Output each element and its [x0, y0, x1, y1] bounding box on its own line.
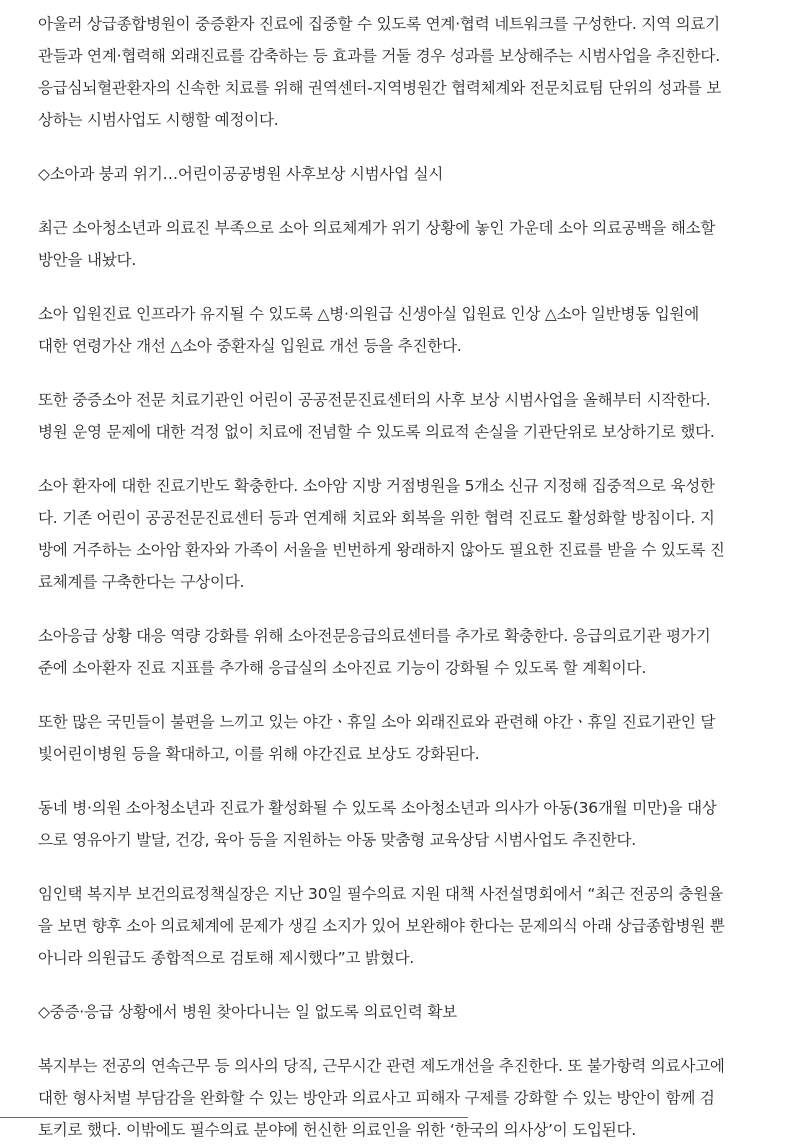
text-line: 으로 영유아기 발달, 건강, 육아 등을 지원하는 아동 맞춤형 교육상담 시범사업도 추진한다.	[38, 831, 637, 849]
text-line: 준에 소아환자 진료 지표를 추가해 응급실의 소아진료 기능이 강화될 수 있도록 할 계획이다.	[38, 659, 647, 677]
text-line: 아울러 상급종합병원이 중증환자 진료에 집중할 수 있도록 연계·협력 네트워크를 구성한다. 지역 의료기	[38, 15, 720, 33]
footer-divider	[0, 1117, 468, 1118]
paragraph-pediatric-shortage	[38, 212, 764, 276]
text-line: 관들과 연계·협력해 외래진료를 감축하는 등 효과를 거둘 경우 성과를 보상해주는 시범사업을 추진한다.	[38, 47, 720, 65]
paragraph-quote	[38, 878, 764, 974]
text-line: 응급심뇌혈관환자의 신속한 치료를 위해 권역센터-지역병원간 협력체계와 전문치료팀 단위의 성과를 보	[38, 79, 722, 97]
paragraph-cancer-base	[38, 470, 764, 598]
paragraph-workforce	[38, 1050, 764, 1146]
text-line: 병원 운영 문제에 대한 걱정 없이 치료에 전념할 수 있도록 의료적 손실을 기관단위로 보상하기로 했다.	[38, 423, 715, 441]
paragraph-emergency-center	[38, 620, 764, 684]
text-line: 소아응급 상황 대응 역량 강화를 위해 소아전문응급의료센터를 추가로 확충한다. 응급의료기관 평가기	[38, 627, 711, 645]
paragraph-night-clinic	[38, 706, 764, 770]
text-line: 아니라 의원급도 종합적으로 검토해 제시했다”고 밝혔다.	[38, 949, 414, 967]
text-line: 또한 많은 국민들이 불편을 느끼고 있는 야간ㆍ휴일 소아 외래진료와 관련해 야간ㆍ휴일 진료기관인 달	[38, 713, 716, 731]
article-body	[38, 8, 764, 1146]
text-line: 빛어린이병원 등을 확대하고, 이를 위해 야간진료 보상도 강화된다.	[38, 745, 480, 763]
section-heading-emergency: ◇중증·응급 상황에서 병원 찾아다니는 일 없도록 의료인력 확보	[38, 1003, 457, 1021]
text-line: 을 보면 향후 소아 의료체계에 문제가 생길 소지가 있어 보완해야 한다는 문제의식 아래 상급종합병원 뿐	[38, 917, 725, 935]
text-line: 대한 형사처벌 부담감을 완화할 수 있는 방안과 의료사고 피해자 구제를 강화할 수 있는 방안이 함께 검	[38, 1089, 715, 1107]
paragraph-inpatient-infra	[38, 298, 764, 362]
paragraph-child-counseling	[38, 792, 764, 856]
text-line: 다. 기존 어린이 공공전문진료센터 등과 연계해 치료와 회복을 위한 협력 진료도 활성화할 방침이다. 지	[38, 509, 715, 527]
text-line: 료체계를 구축한다는 구상이다.	[38, 573, 245, 591]
text-line: 방안을 내놨다.	[38, 251, 137, 269]
text-line: 토키로 했다. 이밖에도 필수의료 분야에 헌신한 의료인을 위한 ‘한국의 의사상’이 도입된다.	[38, 1121, 637, 1139]
text-line: 소아 환자에 대한 진료기반도 확충한다. 소아암 지방 거점병원을 5개소 신규 지정해 집중적으로 육성한	[38, 477, 715, 495]
section-heading-pediatric: ◇소아과 붕괴 위기…어린이공공병원 사후보상 시범사업 실시	[38, 165, 444, 183]
text-line: 최근 소아청소년과 의료진 부족으로 소아 의료체계가 위기 상황에 놓인 가운데 소아 의료공백을 해소할	[38, 219, 716, 237]
text-line: 대한 연령가산 개선 △소아 중환자실 입원료 개선 등을 추진한다.	[38, 337, 462, 355]
text-line: 방에 거주하는 소아암 환자와 가족이 서울을 빈번하게 왕래하지 않아도 필요한 진료를 받을 수 있도록 진	[38, 541, 725, 559]
text-line: 동네 병·의원 소아청소년과 진료가 활성화될 수 있도록 소아청소년과 의사가 아동(36개월 미만)을 대상	[38, 799, 717, 817]
text-line: 또한 중증소아 전문 치료기관인 어린이 공공전문진료센터의 사후 보상 시범사업을 올해부터 시작한다.	[38, 391, 711, 409]
text-line: 소아 입원진료 인프라가 유지될 수 있도록 △병·의원급 신생아실 입원료 인상 △소아 일반병동 입원에	[38, 305, 700, 323]
text-line: 임인택 복지부 보건의료정책실장은 지난 30일 필수의료 지원 대책 사전설명회에서 “최근 전공의 충원율	[38, 885, 723, 903]
paragraph-children-hospital	[38, 384, 764, 448]
paragraph-network	[38, 8, 764, 136]
text-line: 복지부는 전공의 연속근무 등 의사의 당직, 근무시간 관련 제도개선을 추진한다. 또 불가항력 의료사고에	[38, 1057, 725, 1075]
text-line: 상하는 시범사업도 시행할 예정이다.	[38, 111, 279, 129]
